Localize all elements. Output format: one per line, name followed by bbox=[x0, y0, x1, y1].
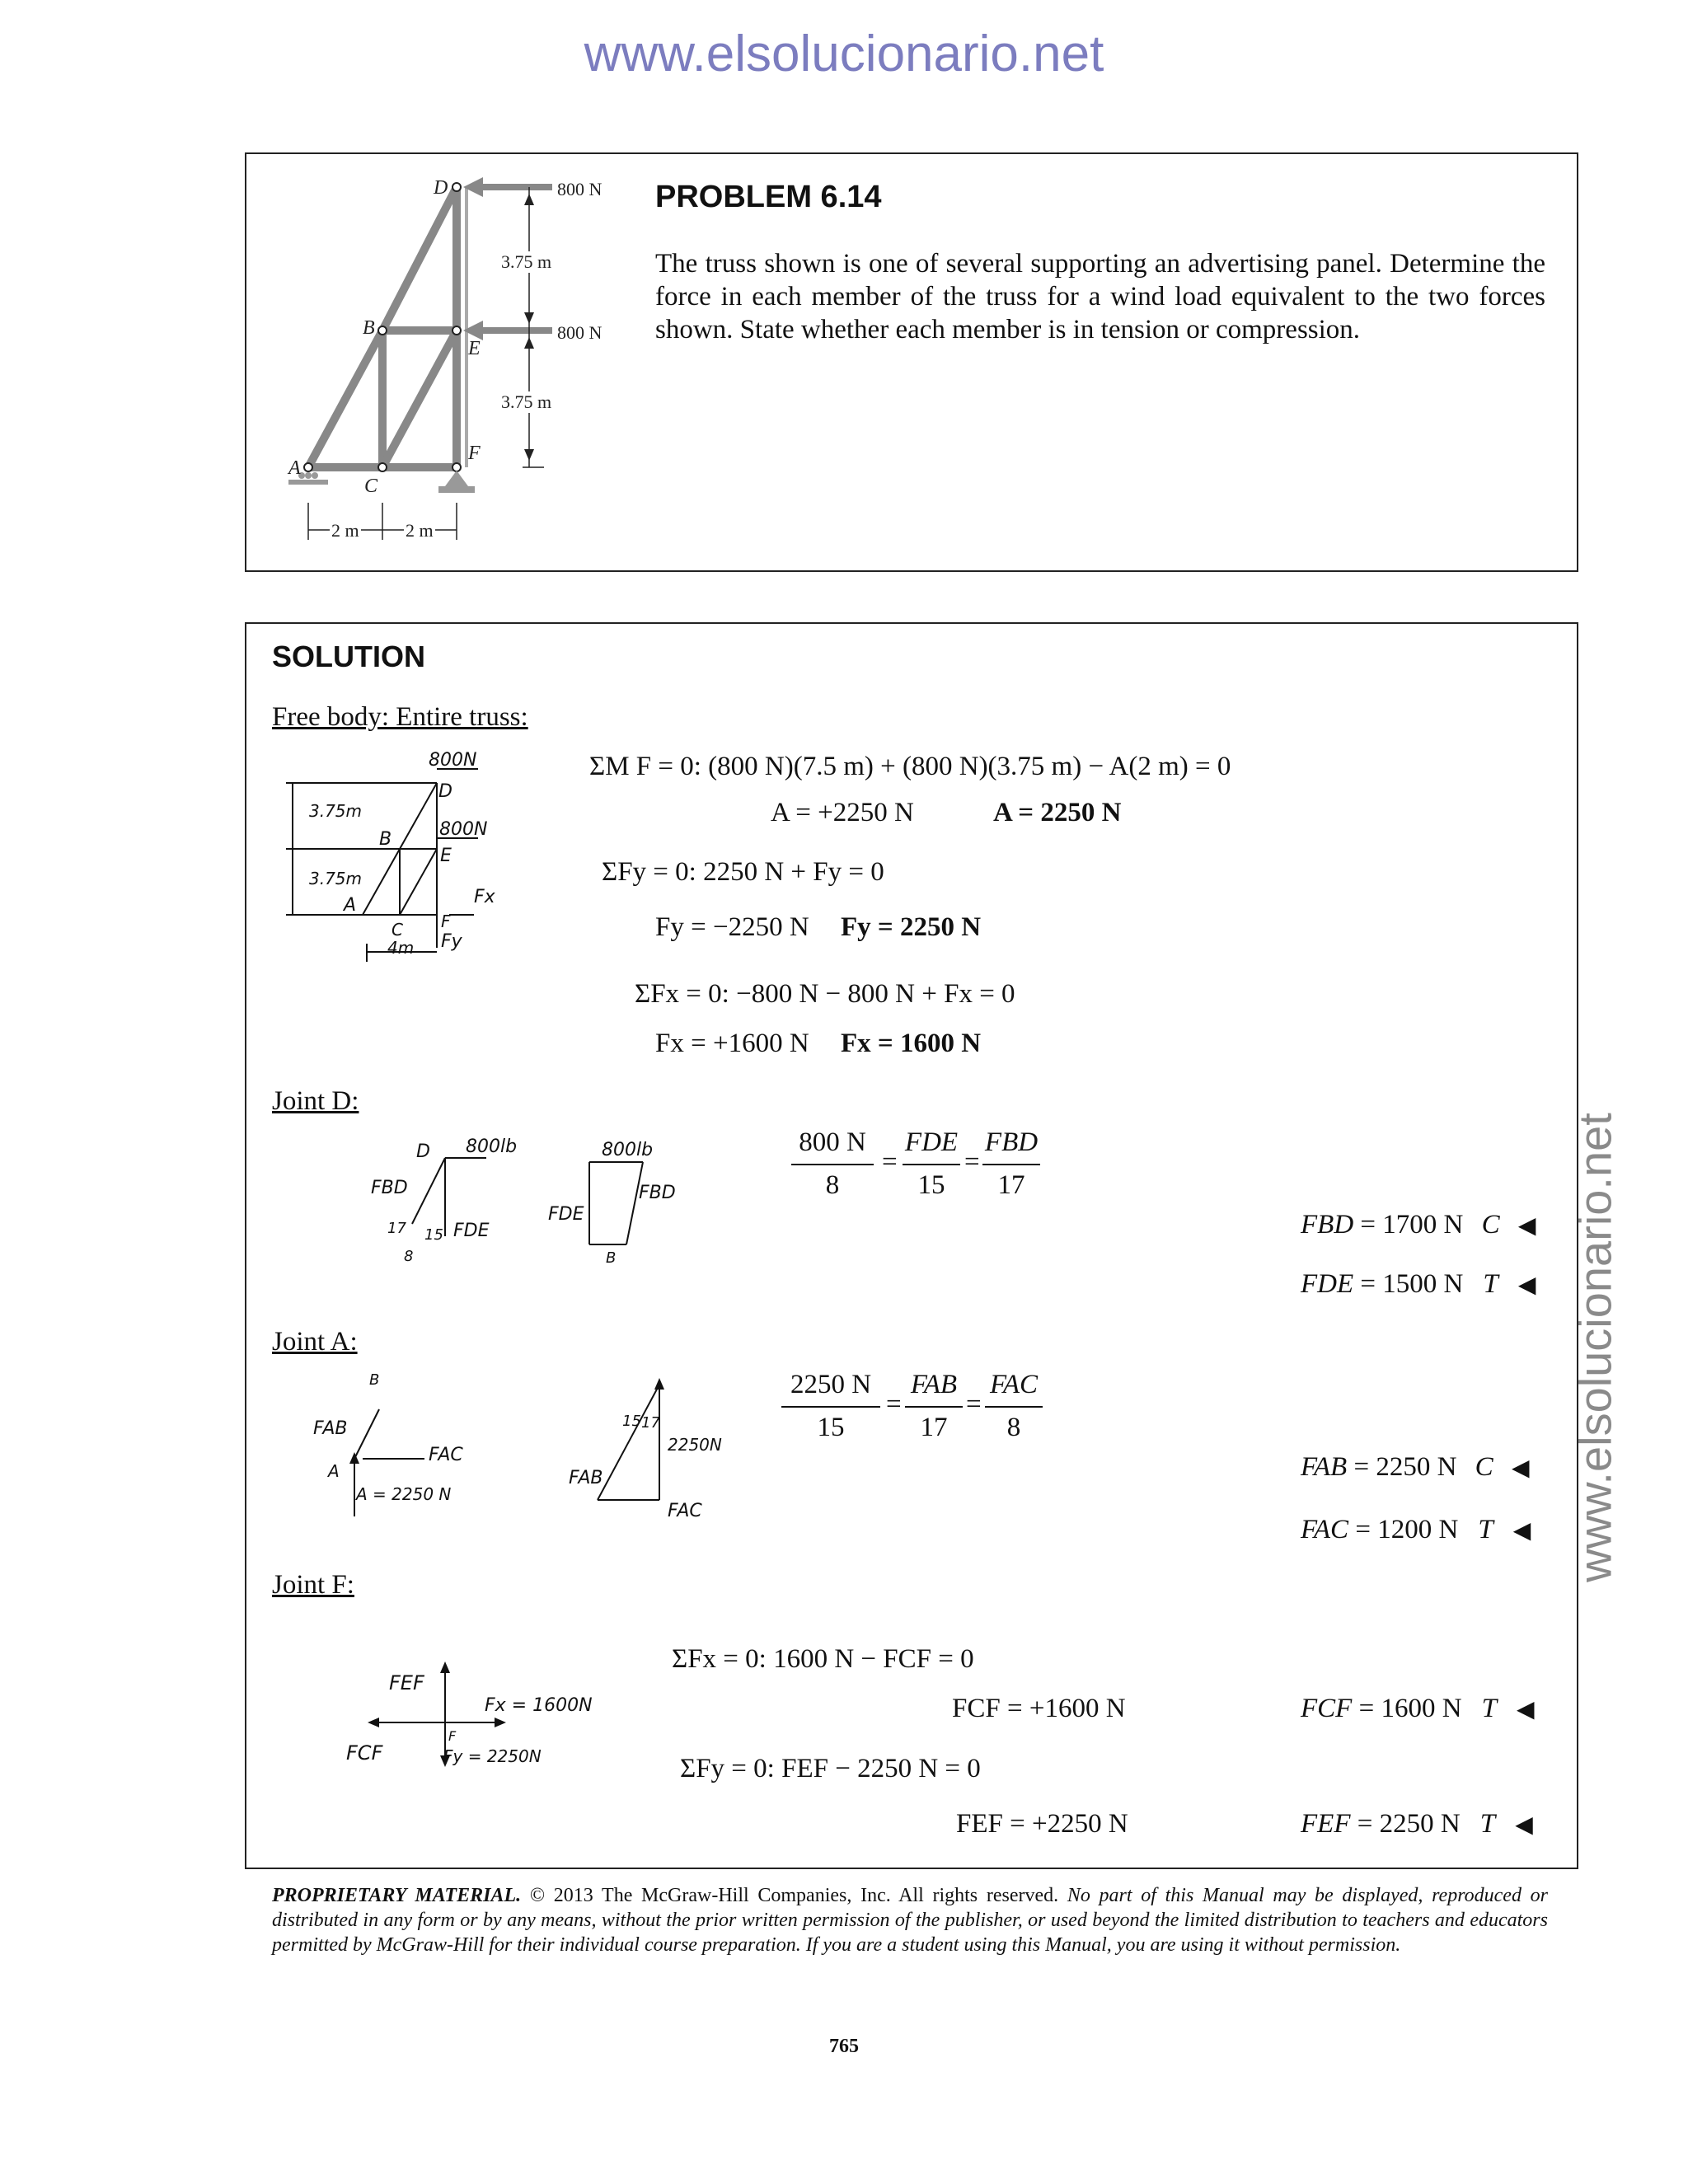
joint-a-heading: Joint A: bbox=[272, 1327, 358, 1357]
fb-load-d: 800N bbox=[429, 750, 477, 771]
pin-support bbox=[438, 471, 475, 493]
width-right-label: 2 m bbox=[406, 520, 434, 541]
answer-marker-icon: ◀ bbox=[1517, 1695, 1535, 1722]
free-body-label: Free body: Entire truss: bbox=[272, 702, 528, 732]
jd-eq-sign-1: = bbox=[882, 1147, 898, 1177]
fb-load-e: 800N bbox=[439, 819, 488, 840]
fb-joint-c: C bbox=[392, 920, 403, 940]
jd-frac-2-den: 15 bbox=[917, 1170, 945, 1200]
joint-c-label: C bbox=[364, 476, 378, 497]
result-fcf-value: = 1600 N bbox=[1358, 1694, 1462, 1723]
eq-fy-vector: Fy = 2250 N bbox=[841, 912, 982, 942]
answer-marker-icon: ◀ bbox=[1517, 1212, 1536, 1239]
result-fab-value: = 2250 N bbox=[1353, 1452, 1457, 1482]
jd-fbd-2: FBD bbox=[639, 1183, 676, 1203]
solution-title: SOLUTION bbox=[272, 640, 425, 673]
ja-frac-3-num: FAC bbox=[989, 1370, 1039, 1399]
result-fde-tc: T bbox=[1483, 1269, 1498, 1299]
result-fab-tc: C bbox=[1475, 1452, 1493, 1482]
joint-f-label: F bbox=[468, 443, 481, 464]
result-fcf bbox=[1301, 1694, 1535, 1724]
width-dimension bbox=[308, 503, 457, 540]
result-fbd bbox=[1301, 1210, 1536, 1240]
ja-eq-sign-2: = bbox=[966, 1390, 982, 1419]
answer-marker-icon: ◀ bbox=[1512, 1516, 1531, 1544]
jd-15: 15 bbox=[424, 1226, 443, 1244]
ja-frac-2-den: 17 bbox=[920, 1413, 948, 1442]
fb-fy: Fy bbox=[441, 931, 462, 952]
jf-eq-sum-fx: ΣFx = 0: 1600 N − FCF = 0 bbox=[672, 1644, 974, 1674]
footer-text: No part of this Manual may be displayed, reproduced or distributed in any form or by any means, without the prior written permission of the publisher, or used beyond the limited distribution to teachers and educators permitted by McGraw-Hill for their individual course preparation. If you are a student using this Manual, you are using it without permission. bbox=[272, 1885, 1548, 1956]
ja-fac: FAC bbox=[429, 1445, 463, 1465]
jd-frac-1-den: 8 bbox=[825, 1170, 840, 1200]
ja-17: 17 bbox=[641, 1414, 660, 1432]
eq-fx: Fx = +1600 N bbox=[655, 1029, 809, 1058]
joint-b-label: B bbox=[363, 317, 375, 339]
eq-a-vector: A = 2250 N bbox=[993, 798, 1122, 827]
eq-moment: ΣM F = 0: (800 N)(7.5 m) + (800 N)(3.75 m) − A(2 m) = 0 bbox=[589, 752, 1231, 781]
result-fab-name: FAB bbox=[1301, 1452, 1348, 1482]
jd-load-2: 800lb bbox=[602, 1140, 654, 1160]
ja-fab-2: FAB bbox=[569, 1468, 603, 1488]
result-fac-name: FAC bbox=[1301, 1515, 1349, 1544]
ja-15: 15 bbox=[622, 1413, 641, 1430]
ja-frac-2-num: FAB bbox=[910, 1370, 958, 1399]
joint-d-heading: Joint D: bbox=[272, 1086, 359, 1116]
jd-fde-2: FDE bbox=[548, 1204, 584, 1225]
jd-fbd: FBD bbox=[371, 1178, 408, 1198]
jd-frac-3-den: 17 bbox=[997, 1170, 1025, 1200]
watermark-side-text: www.elsolucionario.net bbox=[1568, 1113, 1621, 1582]
height-lower-label: 3.75 m bbox=[501, 391, 552, 412]
fb-width: 4m bbox=[387, 938, 415, 958]
joint-e-label: E bbox=[468, 338, 481, 359]
result-fef bbox=[1301, 1809, 1533, 1840]
page-number: 765 bbox=[829, 2036, 859, 2057]
fb-joint-b: B bbox=[379, 829, 392, 850]
ja-2250: 2250N bbox=[668, 1435, 722, 1455]
ja-eq-sign-1: = bbox=[886, 1390, 902, 1419]
jd-fde: FDE bbox=[453, 1221, 490, 1241]
result-fde bbox=[1301, 1269, 1536, 1300]
eq-fy: Fy = −2250 N bbox=[655, 912, 809, 942]
result-fab bbox=[1301, 1452, 1529, 1483]
ja-frac-1-num: 2250 N bbox=[790, 1370, 872, 1399]
ja-b-small: B bbox=[369, 1371, 380, 1389]
jf-eq-sum-fy: ΣFy = 0: FEF − 2250 N = 0 bbox=[680, 1754, 981, 1783]
result-fef-tc: T bbox=[1479, 1809, 1496, 1839]
jd-17: 17 bbox=[387, 1220, 406, 1237]
result-fac-value: = 1200 N bbox=[1355, 1515, 1459, 1544]
joint-f-heading: Joint F: bbox=[272, 1570, 354, 1600]
jd-8: 8 bbox=[404, 1248, 414, 1265]
free-body-sketch bbox=[276, 746, 523, 977]
result-fef-name: FEF bbox=[1301, 1809, 1351, 1839]
jf-fx: Fx = 1600N bbox=[485, 1695, 593, 1716]
ja-reaction: A = 2250 N bbox=[356, 1484, 452, 1504]
result-fef-value: = 2250 N bbox=[1357, 1809, 1461, 1839]
joint-d-label: D bbox=[434, 177, 448, 199]
result-fde-value: = 1500 N bbox=[1360, 1269, 1464, 1299]
jf-joint: F bbox=[448, 1728, 457, 1744]
jd-eq-sign-2: = bbox=[964, 1147, 980, 1177]
problem-title: PROBLEM 6.14 bbox=[655, 180, 882, 214]
joint-a-sketch bbox=[305, 1368, 734, 1533]
result-fde-name: FDE bbox=[1301, 1269, 1354, 1299]
jf-fcf: FCF bbox=[346, 1741, 383, 1765]
watermark-top: www.elsolucionario.net bbox=[584, 26, 1104, 82]
jf-eq-fcf: FCF = +1600 N bbox=[952, 1694, 1126, 1723]
footer-lead: PROPRIETARY MATERIAL. bbox=[272, 1885, 522, 1906]
result-fcf-name: FCF bbox=[1301, 1694, 1353, 1723]
jf-fef: FEF bbox=[389, 1671, 424, 1694]
fb-joint-a: A bbox=[344, 895, 357, 916]
answer-marker-icon: ◀ bbox=[1517, 1271, 1536, 1298]
jd-load: 800lb bbox=[466, 1137, 518, 1157]
jd-frac-3-num: FBD bbox=[984, 1127, 1039, 1157]
width-left-label: 2 m bbox=[331, 520, 359, 541]
eq-sum-fx: ΣFx = 0: −800 N − 800 N + Fx = 0 bbox=[635, 979, 1015, 1009]
result-fac-tc: T bbox=[1478, 1515, 1493, 1544]
fb-height-upper: 3.75m bbox=[309, 801, 363, 821]
jd-frac-2-num: FDE bbox=[904, 1127, 959, 1157]
jd-b: B bbox=[606, 1249, 617, 1267]
result-fac bbox=[1301, 1515, 1531, 1545]
load-e-label: 800 N bbox=[557, 322, 603, 343]
eq-a: A = +2250 N bbox=[771, 798, 914, 827]
height-upper-label: 3.75 m bbox=[501, 251, 552, 272]
eq-sum-fy: ΣFy = 0: 2250 N + Fy = 0 bbox=[602, 857, 884, 887]
jf-eq-fef: FEF = +2250 N bbox=[956, 1809, 1128, 1839]
ja-fab: FAB bbox=[313, 1418, 348, 1439]
joint-a-label: A bbox=[288, 457, 301, 479]
fb-height-lower: 3.75m bbox=[309, 869, 363, 888]
fb-joint-e: E bbox=[440, 846, 452, 866]
result-fbd-value: = 1700 N bbox=[1360, 1210, 1464, 1240]
fb-fx: Fx bbox=[474, 887, 495, 907]
ja-frac-3-den: 8 bbox=[1006, 1413, 1021, 1442]
footer-copyright: © 2013 The McGraw-Hill Companies, Inc. All rights reserved. bbox=[529, 1885, 1059, 1906]
joint-d-sketch bbox=[354, 1129, 717, 1277]
result-fcf-tc: T bbox=[1481, 1694, 1497, 1723]
eq-fx-vector: Fx = 1600 N bbox=[841, 1029, 982, 1058]
truss-figure bbox=[272, 169, 635, 556]
answer-marker-icon: ◀ bbox=[1511, 1454, 1530, 1481]
ja-fac-2: FAC bbox=[668, 1501, 702, 1521]
joint-f-sketch bbox=[338, 1657, 618, 1805]
problem-text: The truss shown is one of several supporting an advertising panel. Determine the force in each member of the truss for a wind load equivalent to the two forces shown. State whether each member is in tension or compression. bbox=[655, 249, 1545, 344]
proprietary-notice bbox=[272, 1883, 1548, 1957]
ja-frac-1-den: 15 bbox=[817, 1413, 845, 1442]
fb-joint-d: D bbox=[438, 781, 452, 802]
jd-joint: D bbox=[416, 1141, 430, 1162]
load-d-label: 800 N bbox=[557, 179, 603, 199]
fb-joint-f: F bbox=[441, 912, 451, 931]
jf-fy: Fy = 2250N bbox=[443, 1746, 542, 1766]
ja-joint: A bbox=[328, 1461, 340, 1481]
result-fbd-name: FBD bbox=[1301, 1210, 1354, 1240]
answer-marker-icon: ◀ bbox=[1515, 1811, 1533, 1838]
jd-frac-1-num: 800 N bbox=[799, 1127, 866, 1157]
result-fbd-tc: C bbox=[1481, 1210, 1500, 1240]
